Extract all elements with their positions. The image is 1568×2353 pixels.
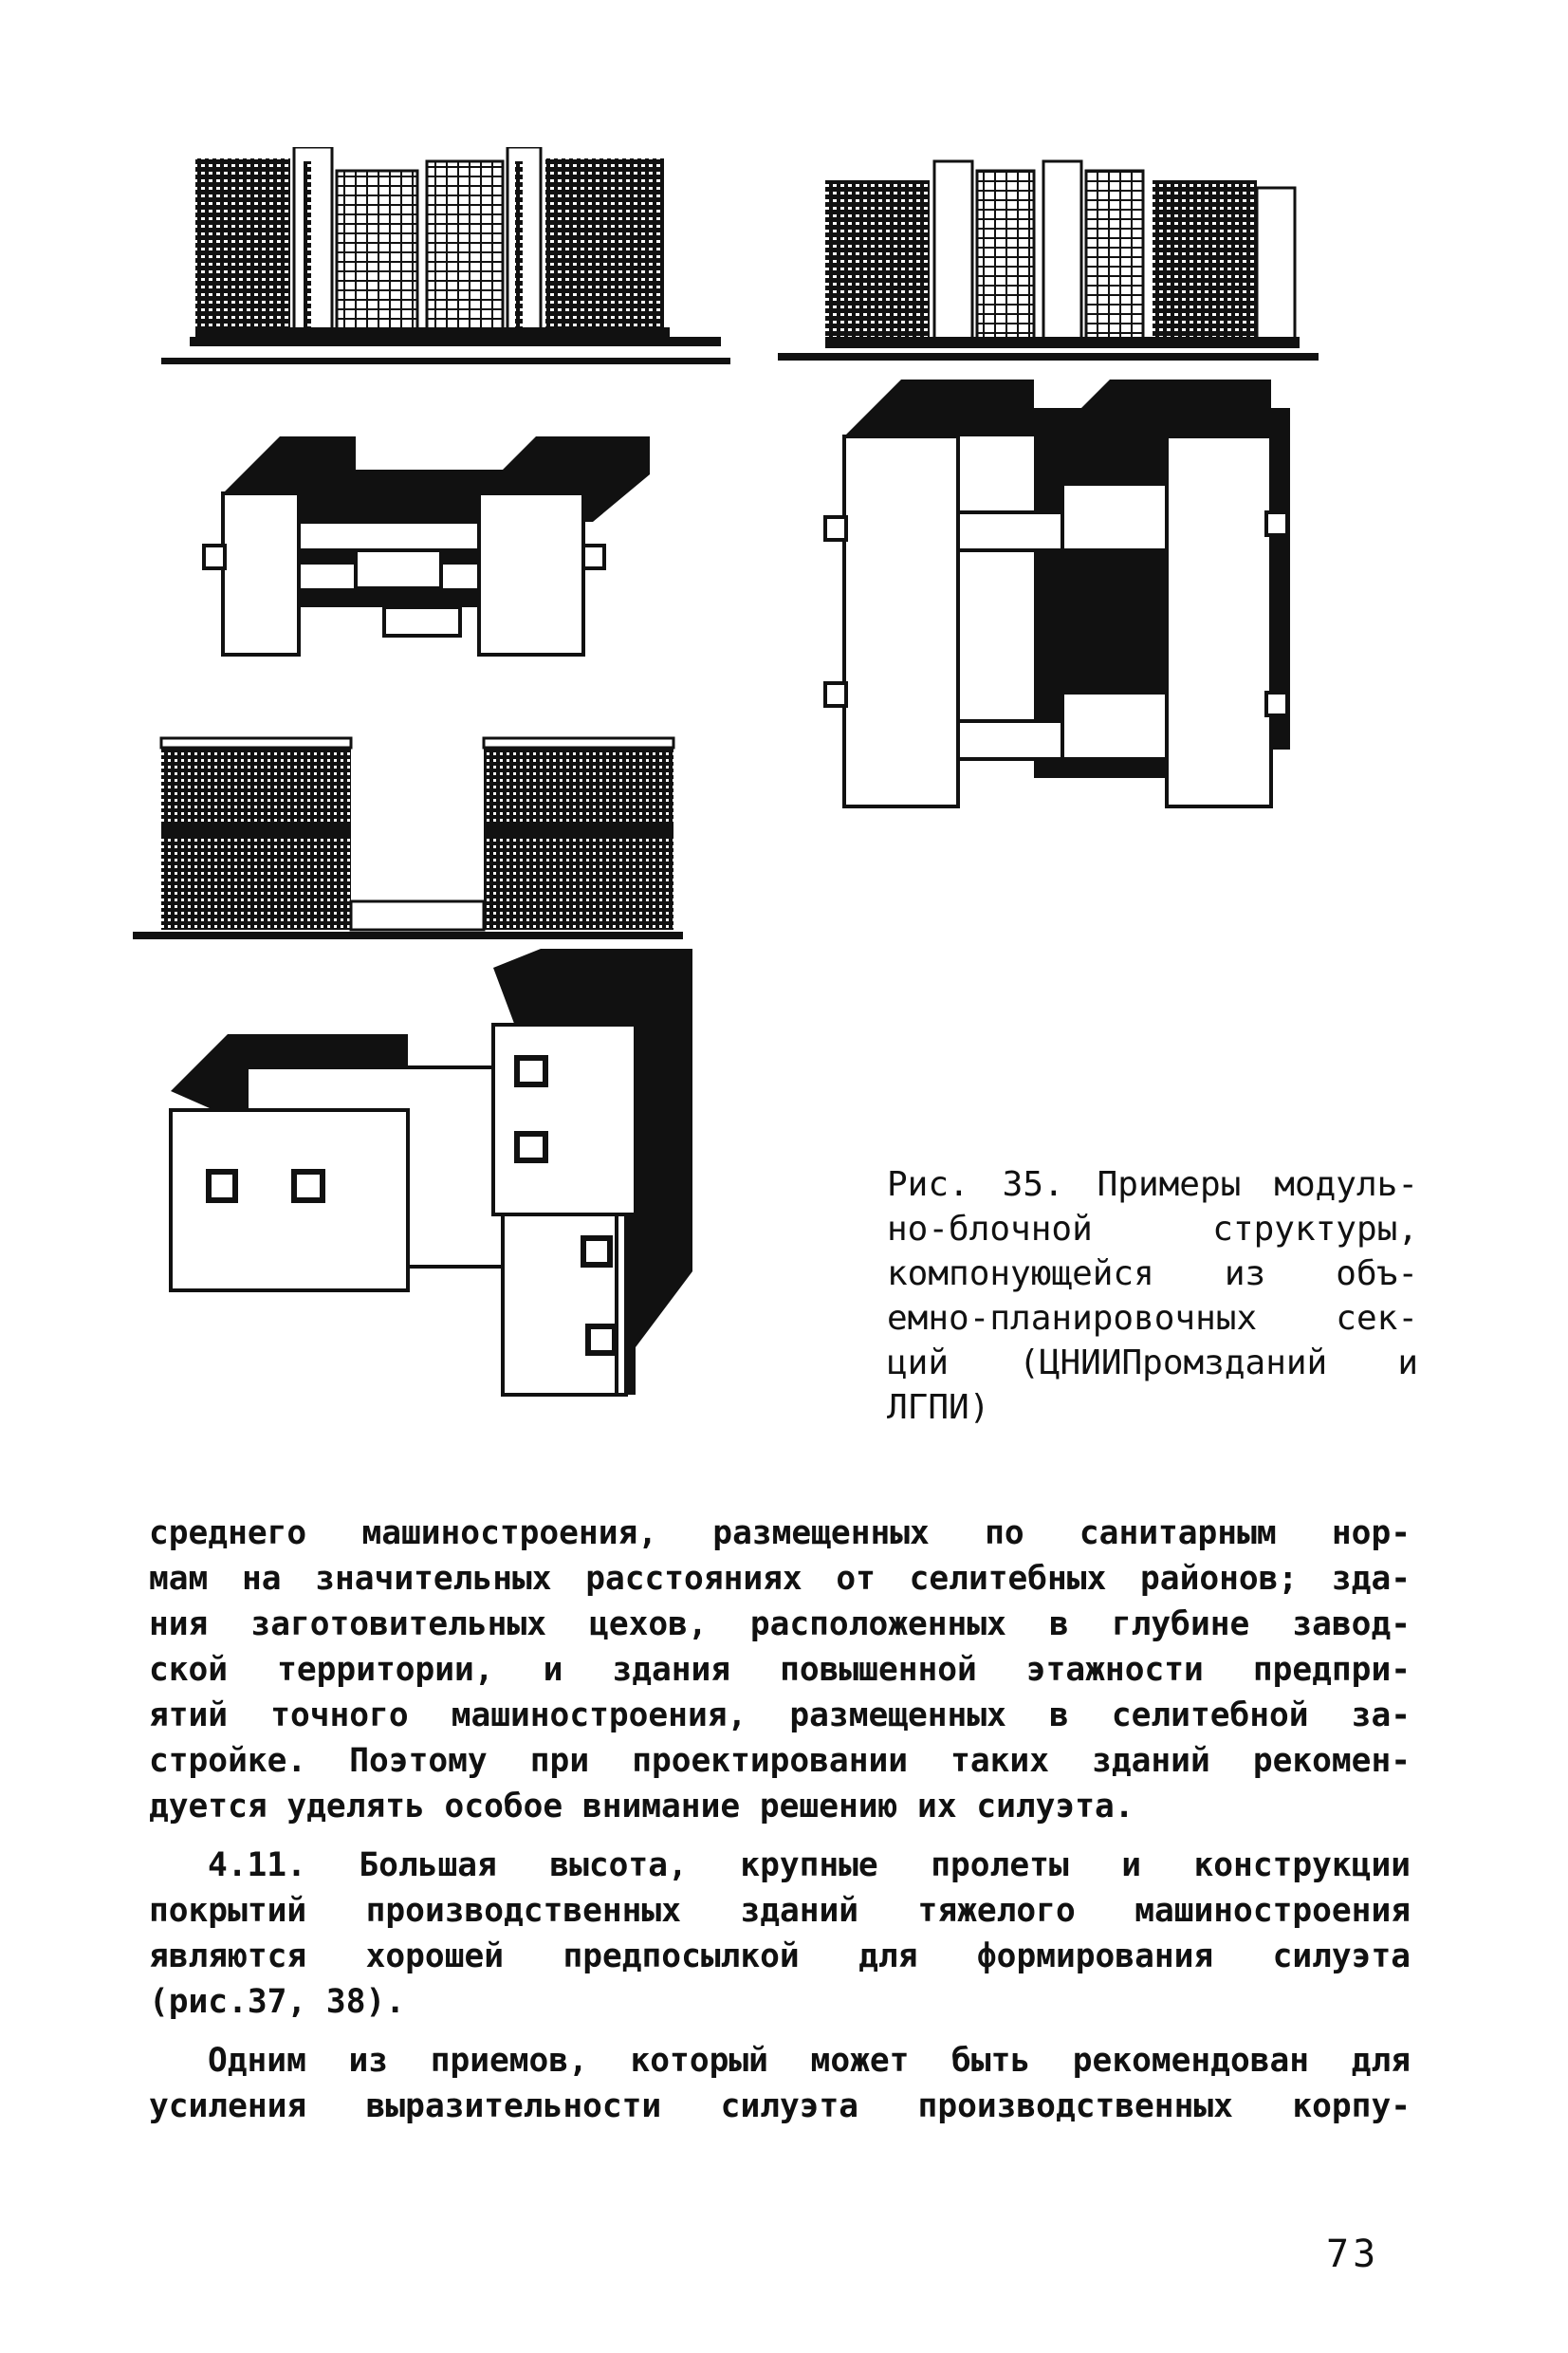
axonometry-2: [816, 380, 1328, 825]
body-line: ятий точного машиностроения, размещенных в селитебной за-: [149, 1696, 1411, 1734]
body-line: мам на значительных расстояниях от селитебных районов; зда-: [149, 1560, 1411, 1598]
body-line: Одним из приемов, который может быть рекомендован для: [208, 2042, 1411, 2080]
elevation-2: [778, 152, 1319, 370]
body-line: усиления выразительности силуэта производственных корпу-: [149, 2087, 1411, 2125]
elevation-1: [161, 147, 730, 370]
body-line: дуется уделять особое внимание решению их силуэта.: [149, 1788, 1134, 1825]
body-line: ния заготовительных цехов, расположенных в глубине завод-: [149, 1605, 1411, 1643]
body-line: являются хорошей предпосылкой для формирования силуэта: [149, 1937, 1411, 1975]
body-line: покрытий производственных зданий тяжелого машиностроения: [149, 1892, 1411, 1930]
page-number: 73: [1326, 2233, 1380, 2276]
body-line: среднего машиностроения, размещенных по санитарным нор-: [149, 1514, 1411, 1552]
body-line: стройке. Поэтому при проектировании таких зданий рекомен-: [149, 1742, 1411, 1780]
caption-line: но-блочной структуры,: [887, 1210, 1418, 1249]
body-line: ской территории, и здания повышенной этажности предпри-: [149, 1651, 1411, 1689]
elevation-3: [133, 731, 683, 949]
caption-line: компонующейся из объ-: [887, 1254, 1418, 1293]
axonometry-3: [161, 949, 702, 1399]
caption-line: емно-планировочных сек-: [887, 1299, 1418, 1338]
caption-line: ЛГПИ): [887, 1388, 990, 1427]
caption-line: ций (ЦНИИПромзданий и: [887, 1343, 1418, 1382]
figure-caption: [887, 1162, 1418, 1430]
caption-line: Рис. 35. Примеры модуль-: [887, 1165, 1418, 1204]
body-text: [149, 1510, 1411, 2129]
axonometry-1: [194, 417, 716, 674]
body-line: (рис.37, 38).: [149, 1983, 406, 2021]
body-line: 4.11. Большая высота, крупные пролеты и конструкции: [208, 1846, 1411, 1884]
